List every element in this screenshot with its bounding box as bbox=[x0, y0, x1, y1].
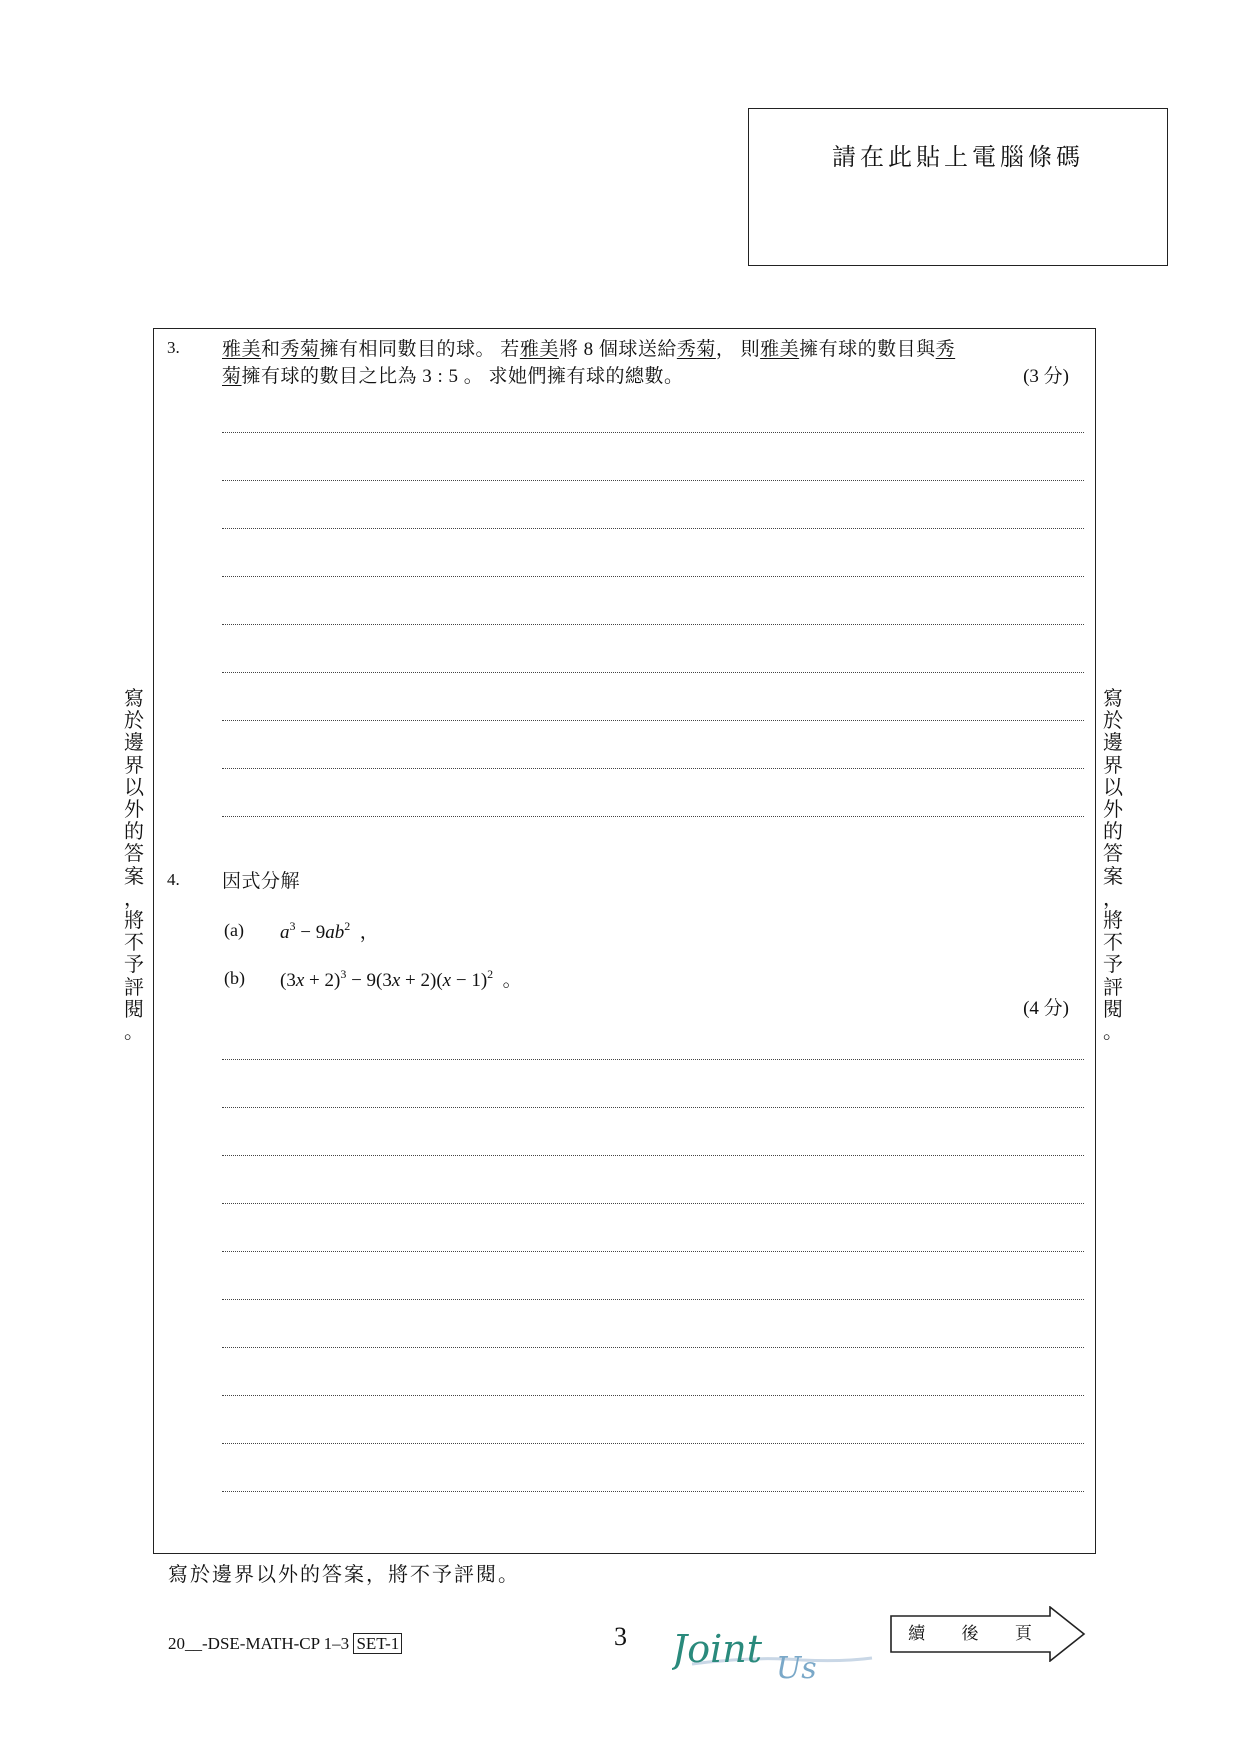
question-text-segment: ， 則 bbox=[715, 339, 761, 360]
side-note-char: 於 bbox=[1103, 710, 1123, 733]
side-note-char: 案 bbox=[124, 865, 144, 888]
side-note-char: 評 bbox=[1103, 976, 1123, 999]
side-note-char: 答 bbox=[1103, 843, 1123, 866]
side-note-char: 閱 bbox=[1103, 998, 1123, 1021]
side-note-char: 案 bbox=[1103, 865, 1123, 888]
side-note-char: 將 bbox=[1103, 910, 1123, 933]
q3-answer-line[interactable] bbox=[222, 480, 1084, 481]
q3-text-line1 bbox=[222, 334, 955, 361]
name-underlined: 秀 bbox=[935, 339, 956, 360]
name-underlined: 雅美 bbox=[222, 339, 262, 360]
barcode-label: 請在此貼上電腦條碼 bbox=[832, 145, 1084, 171]
side-note-right bbox=[1101, 688, 1125, 1043]
q3-answer-line[interactable] bbox=[222, 624, 1084, 625]
name-underlined: 菊 bbox=[222, 366, 242, 387]
side-note-char: 閱 bbox=[124, 998, 144, 1021]
q3-answer-line[interactable] bbox=[222, 720, 1084, 721]
side-note-char: 於 bbox=[124, 710, 144, 733]
side-note-left bbox=[122, 688, 146, 1043]
q3-answer-line[interactable] bbox=[222, 816, 1084, 817]
q4-answer-line[interactable] bbox=[222, 1203, 1084, 1204]
question-text-segment: 擁有球的數目與 bbox=[799, 339, 936, 360]
side-note-char: 寫 bbox=[124, 688, 144, 710]
side-note-char: 的 bbox=[124, 821, 144, 844]
continue-on-next-page bbox=[890, 1619, 1050, 1644]
side-note-char: 不 bbox=[1103, 932, 1123, 955]
q3-answer-line[interactable] bbox=[222, 672, 1084, 673]
side-note-char: 。 bbox=[124, 1021, 144, 1044]
q4-part-a-label: (a) bbox=[224, 920, 244, 940]
side-note-char: 邊 bbox=[1103, 732, 1123, 755]
q4-answer-line[interactable] bbox=[222, 1251, 1084, 1252]
name-underlined: 秀菊 bbox=[280, 339, 320, 360]
q3-answer-line[interactable] bbox=[222, 768, 1084, 769]
barcode-sticker-area bbox=[748, 108, 1168, 266]
side-note-char: 將 bbox=[124, 910, 144, 933]
set-label: SET-1 bbox=[353, 1633, 402, 1654]
continue-char: 續 bbox=[908, 1624, 926, 1643]
question-text-segment: 擁有相同數目的球。 若 bbox=[319, 339, 520, 360]
q4-part-b-expression: $(3x + 2)^3 - 9(3x + 2)(x - 1)^2$ 。 bbox=[280, 967, 522, 991]
logo-text-joint: Joint bbox=[672, 1627, 763, 1671]
q4-part-a-expression: $a^3 - 9ab^2$ ， bbox=[280, 919, 379, 943]
side-note-char: 不 bbox=[124, 932, 144, 955]
continue-char: 頁 bbox=[1014, 1624, 1032, 1643]
side-note-char: 予 bbox=[124, 954, 144, 977]
question-text-segment: 將 8 個球送給 bbox=[558, 339, 677, 360]
q4-marks: (4 分) bbox=[1023, 998, 1069, 1019]
side-note-char: 評 bbox=[124, 976, 144, 999]
question-text-segment: 擁有球的數目之比為 3 : 5 。 求她們擁有球的總數。 bbox=[241, 366, 684, 387]
side-note-char: 以 bbox=[124, 776, 144, 799]
side-note-char: ， bbox=[1103, 887, 1123, 910]
question-text-segment: 和 bbox=[261, 339, 281, 360]
q3-text-line2 bbox=[222, 361, 684, 388]
side-note-char: 界 bbox=[124, 754, 144, 777]
name-underlined: 雅美 bbox=[760, 339, 800, 360]
page-number: 3 bbox=[614, 1622, 627, 1651]
continue-char: 後 bbox=[961, 1624, 979, 1643]
side-note-char: 外 bbox=[124, 799, 144, 822]
side-note-char: 寫 bbox=[1103, 688, 1123, 710]
side-note-char: 的 bbox=[1103, 821, 1123, 844]
q3-answer-line[interactable] bbox=[222, 528, 1084, 529]
name-underlined: 雅美 bbox=[519, 339, 559, 360]
side-note-char: ， bbox=[124, 887, 144, 910]
q4-answer-line[interactable] bbox=[222, 1107, 1084, 1108]
q4-answer-line[interactable] bbox=[222, 1347, 1084, 1348]
q3-answer-line[interactable] bbox=[222, 432, 1084, 433]
paper-code bbox=[168, 1634, 402, 1654]
side-note-char: 予 bbox=[1103, 954, 1123, 977]
q4-answer-line[interactable] bbox=[222, 1299, 1084, 1300]
q3-number: 3. bbox=[167, 338, 180, 357]
name-underlined: 秀菊 bbox=[676, 339, 716, 360]
logo-text-us: Us bbox=[776, 1651, 817, 1682]
joint-us-logo bbox=[672, 1612, 892, 1682]
q4-answer-line[interactable] bbox=[222, 1395, 1084, 1396]
q4-answer-line[interactable] bbox=[222, 1491, 1084, 1492]
side-note-char: 界 bbox=[1103, 754, 1123, 777]
q4-answer-line[interactable] bbox=[222, 1155, 1084, 1156]
side-note-char: 答 bbox=[124, 843, 144, 866]
q4-number: 4. bbox=[167, 870, 180, 889]
bottom-warning-note: 寫於邊界以外的答案，將不予評閱。 bbox=[168, 1564, 520, 1586]
q4-text: 因式分解 bbox=[222, 871, 301, 892]
side-note-char: 以 bbox=[1103, 776, 1123, 799]
q4-answer-line[interactable] bbox=[222, 1059, 1084, 1060]
side-note-char: 邊 bbox=[124, 732, 144, 755]
q4-part-b-label: (b) bbox=[224, 968, 245, 988]
side-note-char: 外 bbox=[1103, 799, 1123, 822]
paper-code-text: 20__-DSE-MATH-CP 1–3 bbox=[168, 1634, 350, 1653]
q3-marks: (3 分) bbox=[1023, 366, 1069, 387]
side-note-char: 。 bbox=[1103, 1021, 1123, 1044]
q3-answer-line[interactable] bbox=[222, 576, 1084, 577]
q4-answer-line[interactable] bbox=[222, 1443, 1084, 1444]
